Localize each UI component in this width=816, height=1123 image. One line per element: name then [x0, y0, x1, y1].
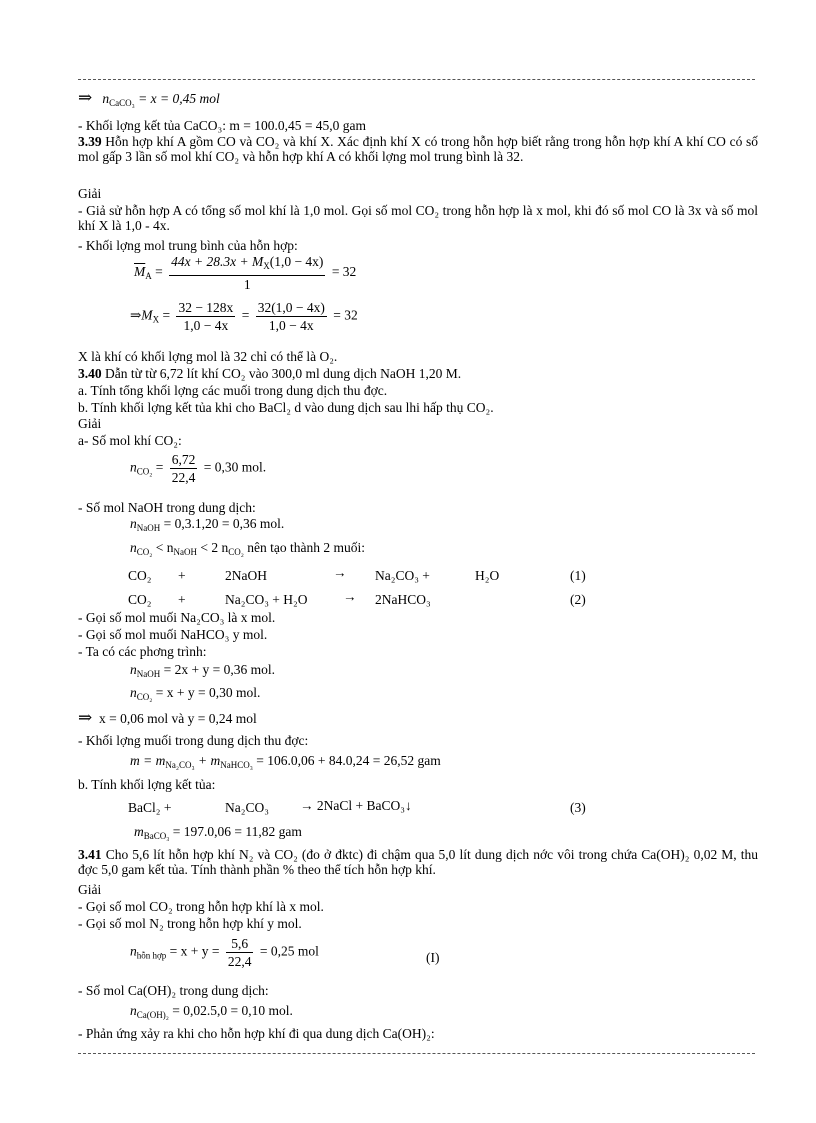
line-result-xy: ⇒ x = 0,06 mol và y = 0,24 mol: [78, 708, 257, 727]
problem-3-40-a: a. Tính tổng khối lợng các muối trong dung dịch thu đợc.: [78, 383, 388, 398]
formula-baco3: $m_{BaCO_3} = 197.0,06 = 11,82$ gam: [134, 824, 302, 841]
line-mol-caoh2: - Số mol Ca(OH)₂ trong dung dịch:: [78, 983, 269, 998]
line-goi-na2co3: - Gọi số mol muối Na₂CO₃ là x mol.: [78, 610, 276, 625]
problem-3-39: 3.39 Hỗn hợp khí A gồm CO và CO₂ và khí X. Xác định khí X có trong hỗn hợp biết rằng trong hỗn hợp khí A khí CO có số mol gấp 3 lần số mol khí CO₂ và hỗn hợp khí A có khối lợng mol trung bình là 32.: [78, 134, 758, 164]
formula-avg-mass: $\overline{M}_A$ = $\frac{44x + 28.3x + M_X(1,0 - 4x)}{1}$ = 32: [134, 254, 357, 292]
line-avg-mass: - Khối lợng mol trung bình của hỗn hợp:: [78, 238, 298, 253]
document-page: ⇒ $n_{CaCO_3} = x = 0,45$ mol - Khối lợng kết tủa CaCO₃: m = 100.0,45 = 45,0 gam 3.39 Hỗn hợp khí A gồm CO và CO₂ và khí X. Xác định khí X có trong hỗn hợp biết rằng trong hỗn hợp khí A khí CO có số mol gấp 3 lần số mol khí CO₂ và hỗn hợp khí A có khối lợng mol trung bình là 32. Giải - Giả sử hỗn hợp A có tổng số mol khí là 1,0 mol. Gọi số mol CO₂ trong hỗn hợp là x mol, khi đó số mol CO là 3x và số mol khí X là 1,0 - 4x. - Khối lợng mol trung bình của hỗn hợp: $\overline{M}_A$ = $\frac{44x + 28.3x + M_X(1,0 - 4x)}{1}$ = 32 $\Rightarrow M_X$ = $\frac{32 - 128x}{1,0 - 4x}$ = $\frac{32(1,0 - 4x)}{1,0 - 4x}$ = 32 X là khí có khối lợng mol là 32 chỉ có thể là O₂. 3.40 Dẫn từ từ 6,72 lít khí CO₂ vào 300,0 ml dung dịch NaOH 1,20 M. a. Tính tổng khối lợng các muối trong dung dịch thu đợc. b. Tính khối lợng kết tủa khi cho BaCl₂ d vào dung dịch sau lhi hấp thụ CO₂. Giải a- Số mol khí CO₂: $n_{CO_2}$ = $\frac{6,72}{22,4}$ = 0,30 mol. - Số mol NaOH trong dung dịch: $n_{NaOH} = 0,3.1,20 = 0,36$ mol. $n_{CO_2} < n_{NaOH} < 2$ $n_{CO_2}$ nên tạo thành 2 muối: CO₂ + 2NaOH → Na₂CO₃ + H₂O (1) CO₂ + Na₂CO₃ + H₂O → 2NaHCO₃ (2) - Gọi số mol muối Na₂CO₃ là x mol. - Gọi số mol muối NaHCO₃ y mol. - Ta có các phơng trình: $n_{NaOH} = 2x + y = 0,36$ mol. $n_{CO_2} = x + y = 0,30$ mol. ⇒ x = 0,06 mol và y = 0,24 mol - Khối lợng muối trong dung dịch thu đợc: $m = m_{Na_2CO_3} + m_{NaHCO_3} = 106.0,06 + 84.0,24 = 26,52$ gam b. Tính khối lợng kết tủa: BaCl₂ + Na₂CO₃ → 2NaCl + BaCO₃↓ (3) $m_{BaCO_3} = 197.0,06 = 11,82$ gam 3.41 Cho 5,6 lít hỗn hợp khí N₂ và CO₂ (đo ở đktc) đi chậm qua 5,0 lít dung dịch nớc vôi trong chứa Ca(OH)₂ 0,02 M, thu đợc 5,0 gam kết tủa. Tính thành phần % theo thể tích hỗn hợp khí. Giải - Gọi số mol CO₂ trong hỗn hợp khí là x mol. - Gọi số mol N₂ trong hỗn hợp khí y mol. $n_{hỗn hợp} = x + y$ = $\frac{5,6}{22,4}$ = 0,25 mol (I) - Số mol Ca(OH)₂ trong dung dịch: $n_{Ca(OH)_2} = 0,02.5,0 = 0,10$ mol. - Phản ứng xảy ra khi cho hỗn hợp khí đi qua dung dịch Ca(OH)₂:: [0, 0, 816, 1123]
formula-nco2: $n_{CO_2}$ = $\frac{6,72}{22,4}$ = 0,30 mol.: [130, 452, 267, 485]
formula-mx: $\Rightarrow M_X$ = $\frac{32 - 128x}{1,0 - 4x}$ = $\frac{32(1,0 - 4x)}{1,0 - 4x}$ = 32: [130, 300, 358, 333]
line-goi-n2: - Gọi số mol N₂ trong hỗn hợp khí y mol.: [78, 916, 302, 931]
line-reaction-intro: - Phản ứng xảy ra khi cho hỗn hợp khí đi qua dung dịch Ca(OH)₂:: [78, 1026, 435, 1041]
bottom-divider: [78, 1053, 755, 1054]
problem-3-40: 3.40 Dẫn từ từ 6,72 lít khí CO₂ vào 300,0 ml dung dịch NaOH 1,20 M.: [78, 366, 462, 381]
line-naoh-eq: $n_{NaOH} = 0,3.1,20 = 0,36$ mol.: [130, 516, 285, 533]
line-equations: - Ta có các phơng trình:: [78, 644, 207, 659]
line-mass-caco3: - Khối lợng kết tủa CaCO₃: m = 100.0,45 = 45,0 gam: [78, 118, 367, 133]
equation-tag-I: (I): [426, 950, 440, 965]
equation-co2: $n_{CO_2} = x + y = 0,30$ mol.: [130, 685, 261, 702]
solution-heading-2: Giải: [78, 416, 102, 431]
problem-3-40-b: b. Tính khối lợng kết tủa khi cho BaCl₂ d vào dung dịch sau lhi hấp thụ CO₂.: [78, 400, 494, 415]
line-assume: - Giả sử hỗn hợp A có tổng số mol khí là 1,0 mol. Gọi số mol CO₂ trong hỗn hợp là x mol, khi đó số mol CO là 3x và số mol khí X là 1,0 - 4x.: [78, 203, 758, 233]
solution-heading-1: Giải: [78, 186, 102, 201]
formula-n-mix: $n_{hỗn hợp} = x + y$ = $\frac{5,6}{22,4}$ = 0,25 mol: [130, 936, 319, 969]
line-mol-co2: a- Số mol khí CO₂:: [78, 433, 182, 448]
line-x-is-o2: X là khí có khối lợng mol là 32 chỉ có thể là O₂.: [78, 349, 338, 364]
line-mol-naoh: - Số mol NaOH trong dung dịch:: [78, 500, 256, 515]
line-inequality: $n_{CO_2} < n_{NaOH} < 2$ $n_{CO_2}$ nên tạo thành 2 muối:: [130, 540, 366, 557]
line-goi-nahco3: - Gọi số mol muối NaHCO₃ y mol.: [78, 627, 268, 642]
solution-heading-3: Giải: [78, 882, 102, 897]
formula-salt-mass: $m = m_{Na_2CO_3} + m_{NaHCO_3} = 106.0,06 + 84.0,24 = 26,52$ gam: [130, 753, 441, 770]
formula-caoh2: $n_{Ca(OH)_2} = 0,02.5,0 = 0,10$ mol.: [130, 1003, 293, 1020]
equation-naoh: $n_{NaOH} = 2x + y = 0,36$ mol.: [130, 662, 275, 679]
line-precipitate: b. Tính khối lợng kết tủa:: [78, 777, 216, 792]
problem-3-41: 3.41 Cho 5,6 lít hỗn hợp khí N₂ và CO₂ (đo ở đktc) đi chậm qua 5,0 lít dung dịch nớc vôi trong chứa Ca(OH)₂ 0,02 M, thu đợc 5,0 gam kết tủa. Tính thành phần % theo thể tích hỗn hợp khí.: [78, 847, 759, 877]
line-salt-mass: - Khối lợng muối trong dung dịch thu đợc:: [78, 733, 309, 748]
line-goi-co2: - Gọi số mol CO₂ trong hỗn hợp khí là x mol.: [78, 899, 324, 914]
line-ncaco3: ⇒ $n_{CaCO_3} = x = 0,45$ mol: [78, 88, 220, 108]
top-divider: [78, 79, 755, 80]
